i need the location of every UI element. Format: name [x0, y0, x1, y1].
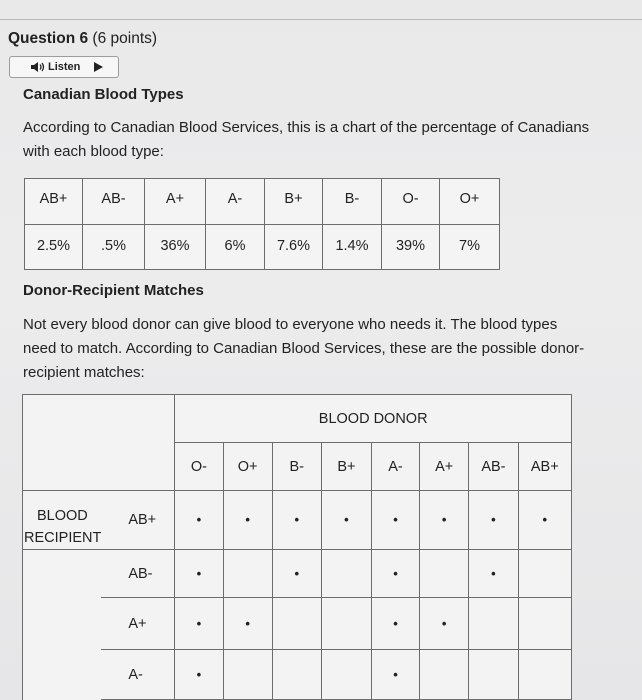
recipient-spacer [23, 598, 102, 650]
match-dot: • [196, 615, 202, 631]
match-cell [321, 650, 371, 700]
recipient-spacer [23, 550, 102, 598]
match-cell [469, 650, 518, 700]
match-dot: • [393, 512, 398, 527]
match-cell [420, 550, 469, 598]
blood-type-value-row [25, 225, 500, 270]
match-cell [175, 598, 223, 650]
question-header [8, 30, 157, 48]
donor-header: B- [272, 443, 321, 491]
donor-label: BLOOD DONOR [175, 395, 572, 443]
donor-header: O- [175, 443, 223, 491]
section-heading: Canadian Blood Types [23, 86, 184, 103]
listen-label: Listen [48, 61, 81, 73]
question-points: (6 points) [92, 30, 158, 47]
table-cell: B+ [265, 179, 323, 225]
match-cell [420, 650, 469, 700]
match-cell [469, 598, 518, 650]
donor-header: AB+ [518, 443, 571, 491]
match-dot: • [245, 615, 250, 631]
match-dot: • [393, 666, 398, 682]
match-dot: • [491, 565, 496, 581]
question-title: Question 6 [8, 30, 89, 47]
table-cell: A+ [145, 179, 206, 225]
recipient-type: AB+ [101, 491, 175, 550]
table-cell: O- [382, 179, 440, 225]
recipient-spacer [23, 650, 102, 700]
matches-line-2: need to match. According to Canadian Blood Services, these are the possible donor- [23, 340, 585, 357]
match-cell [223, 550, 272, 598]
match-dot: • [294, 512, 300, 527]
match-cell [175, 650, 223, 700]
table-cell: 2.5% [25, 225, 83, 270]
table-cell: 7.6% [265, 225, 323, 270]
speaker-icon [30, 61, 46, 73]
match-cell [223, 650, 272, 700]
match-cell [420, 491, 469, 550]
match-cell [175, 491, 223, 550]
intro-line-1: According to Canadian Blood Services, this is a chart of the percentage of Canadians [23, 119, 590, 136]
table-cell: O+ [440, 179, 500, 225]
match-dot: • [196, 565, 202, 581]
table-cell: A- [206, 179, 265, 225]
table-cell: 36% [145, 225, 206, 270]
match-cell [518, 650, 571, 700]
match-cell [223, 598, 272, 650]
donor-header: B+ [321, 443, 371, 491]
listen-button[interactable] [9, 56, 119, 78]
recipient-label [23, 491, 102, 550]
match-dot: • [344, 512, 349, 527]
match-cell [272, 598, 321, 650]
table-cell: .5% [83, 225, 145, 270]
matches-line-3: recipient matches: [23, 364, 145, 381]
match-cell [469, 491, 518, 550]
match-cell [469, 550, 518, 598]
match-cell [371, 491, 419, 550]
match-dot: • [441, 615, 447, 631]
matches-line-1: Not every blood donor can give blood to everyone who needs it. The blood types [23, 316, 558, 333]
match-dot: • [294, 565, 300, 581]
blood-type-header-row [25, 179, 500, 225]
match-cell [371, 598, 419, 650]
donor-header: A+ [420, 443, 469, 491]
recipient-type: AB- [101, 550, 175, 598]
blood-type-table [24, 178, 500, 270]
table-row [23, 550, 572, 598]
match-cell [272, 650, 321, 700]
match-cell [518, 550, 571, 598]
donor-header: AB- [469, 443, 518, 491]
match-dot: • [542, 512, 548, 527]
match-cell [518, 491, 571, 550]
donor-header: A- [371, 443, 419, 491]
table-row [23, 650, 572, 700]
match-cell [420, 598, 469, 650]
match-dot: • [393, 565, 398, 581]
match-cell [321, 598, 371, 650]
table-cell: 6% [206, 225, 265, 270]
match-cell [321, 550, 371, 598]
question-divider [0, 19, 642, 20]
table-cell: AB+ [25, 179, 83, 225]
matrix-title-row [23, 395, 572, 443]
recipient-label-line-1: BLOOD [37, 508, 88, 524]
table-cell: 1.4% [323, 225, 382, 270]
donor-header: O+ [223, 443, 272, 491]
matrix-corner [23, 395, 175, 491]
match-cell [272, 491, 321, 550]
table-cell: AB- [83, 179, 145, 225]
match-dot: • [245, 512, 250, 527]
match-dot: • [196, 512, 202, 527]
recipient-label-line-2: RECIPIENT [24, 530, 102, 546]
recipient-type: A- [101, 650, 175, 700]
table-cell: 39% [382, 225, 440, 270]
intro-text [23, 116, 623, 164]
match-cell [223, 491, 272, 550]
match-dot: • [393, 615, 398, 631]
match-cell [518, 598, 571, 650]
match-dot: • [196, 666, 202, 682]
table-cell: B- [323, 179, 382, 225]
match-dot: • [491, 512, 496, 527]
match-cell [321, 491, 371, 550]
match-cell [175, 550, 223, 598]
donor-recipient-matrix [22, 394, 572, 700]
match-cell [371, 650, 419, 700]
table-cell: 7% [440, 225, 500, 270]
play-icon[interactable] [94, 62, 104, 72]
table-row [23, 491, 572, 550]
match-cell [371, 550, 419, 598]
matches-heading: Donor-Recipient Matches [23, 282, 204, 299]
recipient-type: A+ [101, 598, 175, 650]
table-row [23, 598, 572, 650]
matches-text [23, 313, 623, 385]
intro-line-2: with each blood type: [23, 143, 164, 160]
match-cell [272, 550, 321, 598]
match-dot: • [441, 512, 447, 527]
